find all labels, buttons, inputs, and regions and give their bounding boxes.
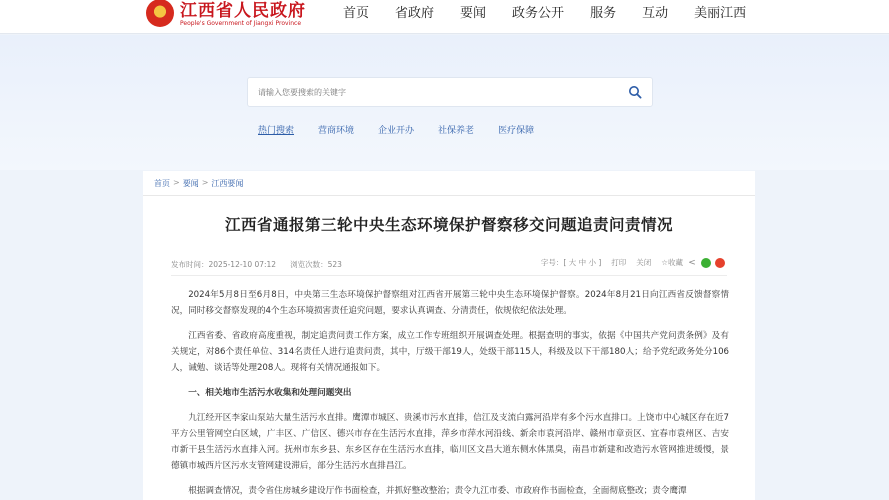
nav-home[interactable]: 首页 xyxy=(343,6,370,21)
nav-government[interactable]: 省政府 xyxy=(395,6,435,21)
share-icon[interactable]: < xyxy=(688,257,696,268)
article-paragraph: 九江经开区李家山泵站大量生活污水直排。鹰潭市城区、贵溪市污水直排，信江及支流白露河沿岸有多个污水直排口。上饶市中心城区存在近7平方公里管网空白区域，广丰区、广信区、德兴市存在生活污水直排，萍乡市萍水河沿线、新余市袁河沿岸、赣州市章贡区、宜春市袁州区、吉安市新干县生活污水直排入河。抚州市东乡县、东乡区存在生活污水直排，临川区文昌大道东侧水体黑臭，南昌市新建和改造污水管网推进缓慢，景德镇市城西片区污水支管网建设滞后，部分生活污水直排昌江。 xyxy=(171,413,729,471)
font-size-label: 字号： xyxy=(540,258,564,267)
close-button[interactable]: 关闭 xyxy=(636,258,652,267)
logo-subtitle: People's Government of Jiangxi Province xyxy=(180,20,302,27)
top-header xyxy=(0,0,889,34)
nav-news[interactable]: 要闻 xyxy=(460,6,487,21)
font-size-switcher[interactable]: [ 大 中 小 ] xyxy=(563,258,602,267)
logo-title: 江西省人民政府 xyxy=(180,1,306,21)
search-box xyxy=(247,77,653,107)
print-button[interactable]: 打印 xyxy=(611,258,627,267)
article-body xyxy=(171,287,729,500)
article-paragraph: 江西省委、省政府高度重视，制定追责问责工作方案，成立工作专班组织开展调查处理。根据查明的事实，依据《中国共产党问责条例》及有关规定，对86个责任单位、314名责任人进行追责问责，其中，厅级干部19人，处级干部115人，科级及以下干部180人；给予党纪政务处分106人，诫勉、谈话等处理208人。现将有关情况通报如下。 xyxy=(171,331,729,373)
hot-search-item[interactable]: 企业开办 xyxy=(378,126,415,136)
favorite-button[interactable]: 收藏 xyxy=(668,258,683,267)
hot-search-item[interactable]: 营商环境 xyxy=(318,126,355,136)
divider xyxy=(143,195,755,196)
favorite-star-icon[interactable]: ☆ xyxy=(661,258,668,267)
breadcrumb-separator: > xyxy=(201,178,209,187)
search-icon[interactable] xyxy=(628,85,642,99)
section-heading: 一、相关地市生活污水收集和处理问题突出 xyxy=(188,388,352,398)
breadcrumb-separator: > xyxy=(173,178,180,187)
breadcrumb xyxy=(154,178,243,189)
nav-service[interactable]: 服务 xyxy=(590,6,617,21)
breadcrumb-home[interactable]: 首页 xyxy=(154,179,170,188)
article-card xyxy=(143,171,755,500)
publish-time: 发布时间：2025-12-10 07:12 xyxy=(171,260,277,269)
hot-searches xyxy=(258,123,558,136)
nav-public-affairs[interactable]: 政务公开 xyxy=(512,6,565,21)
article-paragraph: 根据调查情况，责令省住房城乡建设厅作书面检查，并抓好整改整治；责令九江市委、市政府作书面检查，全面彻底整改；责令鹰潭 xyxy=(188,486,687,496)
nav-interaction[interactable]: 互动 xyxy=(642,6,669,21)
national-emblem-icon xyxy=(146,0,174,27)
nav-beautiful-jiangxi[interactable]: 美丽江西 xyxy=(694,6,747,21)
hot-search-item[interactable]: 医疗保障 xyxy=(498,126,535,136)
article-title: 江西省通报第三轮中央生态环境保护督察移交问题追责问责情况 xyxy=(224,216,673,234)
article-paragraph: 2024年5月8日至6月8日，中央第三生态环境保护督察组对江西省开展第三轮中央生态环境保护督察。2024年8月21日向江西省反馈督察情况，同时移交督察发现的4个生态环境损害责任追究问题，要求认真调查、分清责任，依规依纪依法处理。 xyxy=(171,290,729,316)
site-logo[interactable] xyxy=(146,0,306,30)
hot-search-label[interactable]: 热门搜索 xyxy=(258,126,295,136)
hot-search-item[interactable]: 社保养老 xyxy=(438,126,475,136)
main-nav xyxy=(330,0,759,28)
wechat-share-icon[interactable] xyxy=(701,258,711,268)
view-count: 浏览次数：523 xyxy=(290,260,342,269)
search-input[interactable] xyxy=(258,78,618,106)
article-tools xyxy=(541,257,725,268)
article-meta xyxy=(171,259,356,270)
breadcrumb-news[interactable]: 要闻 xyxy=(182,179,199,188)
breadcrumb-jiangxi-news[interactable]: 江西要闻 xyxy=(211,179,244,188)
divider xyxy=(171,275,727,276)
weibo-share-icon[interactable] xyxy=(715,258,725,268)
